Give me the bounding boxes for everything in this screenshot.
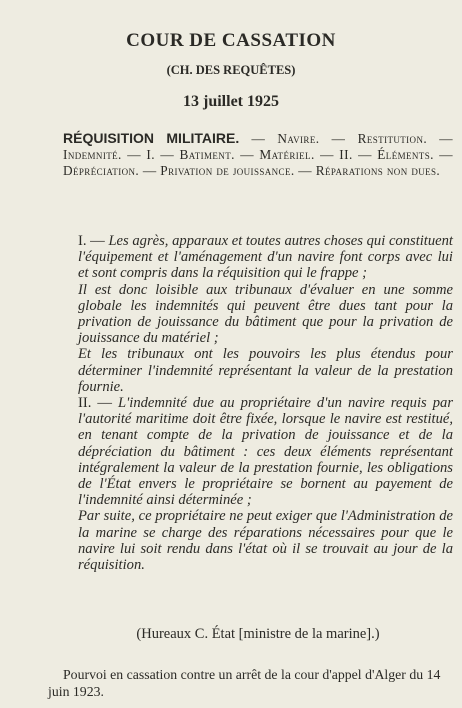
holding-paragraph — [63, 395, 453, 508]
holding-text: L'indemnité due au propriétaire d'un navire requis par l'autorité maritime doit être fixée, lorsque le navire est restitué, en tenant compte de la privation de jouissance et de la dépréciation du bâtiment : ces deux éléments représentant intégralement la valeur de la prestation fournie, les obligations de l'État envers le propriétaire se bornent au payement de l'indemnité ainsi déterminée ; — [78, 395, 453, 509]
holding-prefix: II. — — [78, 395, 119, 412]
chamber-subtitle: (CH. DES REQUÊTES) — [166, 63, 296, 77]
holdings-text — [63, 233, 453, 573]
holding-prefix: I. — — [78, 233, 109, 249]
holding-text: Il est donc loisible aux tribunaux d'évaluer en une somme globale les indemnités qui peuvent être dues tant pour la privation de jouissance du bâtiment que pour la privation de jouissance du matériel ; — [78, 281, 453, 347]
holding-paragraph — [63, 346, 453, 395]
holding-text: Et les tribunaux ont les pouvoirs les plus étendus pour déterminer l'indemnité représentant la valeur de la prestation fournie. — [78, 346, 453, 395]
holding-paragraph — [63, 282, 453, 347]
court-title: COUR DE CASSATION — [126, 30, 336, 51]
summary-keywords — [63, 130, 453, 179]
summary-lead: RÉQUISITION MILITAIRE. — [63, 130, 240, 146]
decision-date: 13 juillet 1925 — [183, 93, 279, 110]
parties-line: (Hureaux C. État [ministre de la marine].) — [136, 626, 380, 642]
appeal-line: Pourvoi en cassation contre un arrêt de la cour d'appel d'Alger du 14 juin 1923. — [48, 667, 441, 699]
summary-rest: — Navire. — Restitution. — Indemnité. — I. — Batiment. — Matériel. — II. — Éléments. — Dépréciation. — Privation de jouissance. — Réparations non dues. — [63, 131, 453, 178]
holding-paragraph — [63, 233, 453, 282]
holding-text: Par suite, ce propriétaire ne peut exiger que l'Administration de la marine se charge des réparations nécessaires pour que le navire lui soit rendu dans l'état où il se trouvait au jour de la réquisition. — [78, 508, 453, 574]
holding-paragraph — [63, 508, 453, 573]
holding-text: Les agrès, apparaux et toutes autres choses qui constituent l'équipement et l'aménagement d'un navire font corps avec lui et sont compris dans la réquisition qui le frappe ; — [78, 233, 453, 282]
